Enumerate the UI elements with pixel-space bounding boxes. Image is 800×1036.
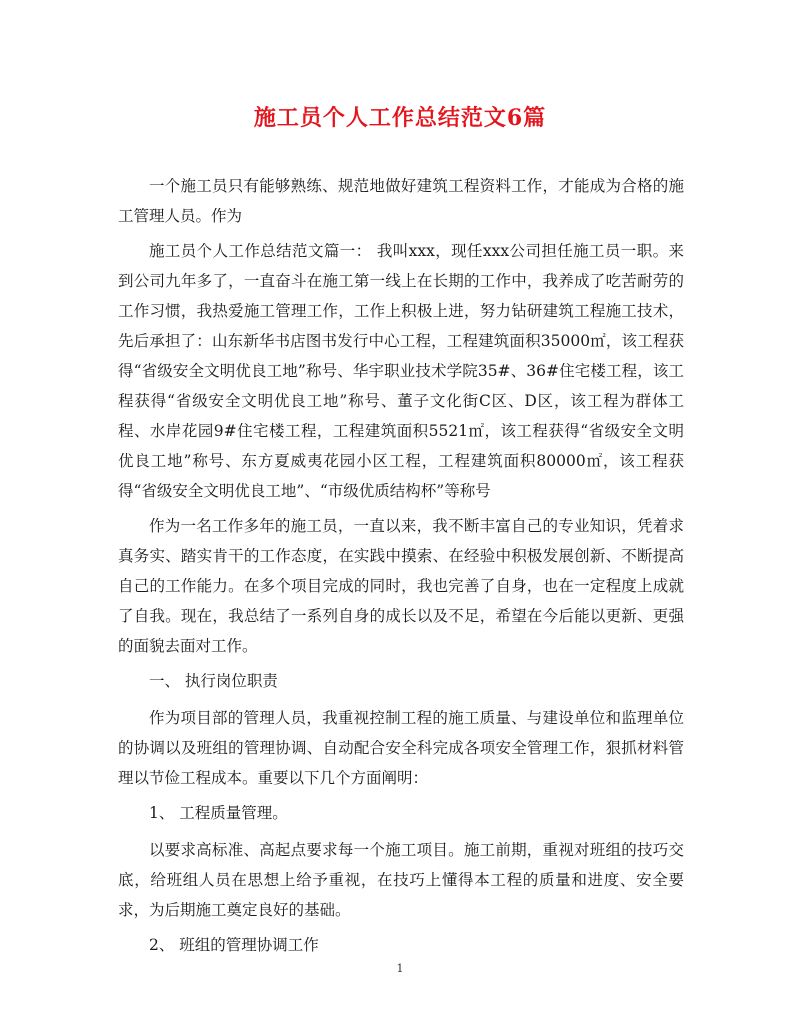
subheading-quality: 1、 工程质量管理。 [149, 804, 288, 822]
subheading-team: 2、 班组的管理协调工作 [149, 936, 319, 954]
page-number: 1 [396, 962, 404, 975]
paragraph-experience: 作为一名工作多年的施工员，一直以来，我不断丰富自己的专业知识，凭着求真务实、踏实肯干的工作态度，在实践中摸索、在经验中积极发展创新、不断提高自己的工作能力。在多个项目完成的同时，我也完善了自身，也在一定程度上成就了自我。现在，我总结了一系列自身的成长以及不足，希望在今后能以更新、更强的面貌去面对工作。 [118, 517, 684, 655]
paragraph-article-one: 施工员个人工作总结范文篇一： 我叫xxx，现任xxx公司担任施工员一职。来到公司九年多了，一直奋斗在施工第一线上在长期的工作中，我养成了吃苦耐劳的工作习惯，我热爱施工管理工作，工作上积极上进，努力钻研建筑工程施工技术，先后承担了：山东新华书店图书发行中心工程，工程建筑面积35000㎡，该工程获得“省级安全文明优良工地”称号、华宇职业技术学院35#、36#住宅楼工程，该工程获得“省级安全文明优良工地”称号、董子文化街C区、D区，该工程为群体工程、水岸花园9#住宅楼工程，工程建筑面积5521㎡，该工程获得“省级安全文明优良工地”称号、东方夏威夷花园小区工程，工程建筑面积80000㎡，该工程获得“省级安全文明优良工地”、“市级优质结构杯”等称号 [118, 242, 684, 500]
section-heading-duties: 一、 执行岗位职责 [149, 672, 278, 690]
document-title: 施工员个人工作总结范文6篇 [253, 105, 547, 131]
paragraph-quality: 以要求高标准、高起点要求每一个施工项目。施工前期，重视对班组的技巧交底，给班组人员在思想上给予重视，在技巧上懂得本工程的质量和进度、安全要求，为后期施工奠定良好的基础。 [118, 841, 684, 919]
paragraph-duties: 作为项目部的管理人员，我重视控制工程的施工质量、与建设单位和监理单位的协调以及班组的管理协调、自动配合安全科完成各项安全管理工作，狠抓材料管理以节俭工程成本。重要以下几个方面阐明： [118, 709, 684, 787]
document-body [118, 171, 684, 967]
paragraph-intro: 一个施工员只有能够熟练、规范地做好建筑工程资料工作，才能成为合格的施工管理人员。作为 [118, 177, 684, 225]
